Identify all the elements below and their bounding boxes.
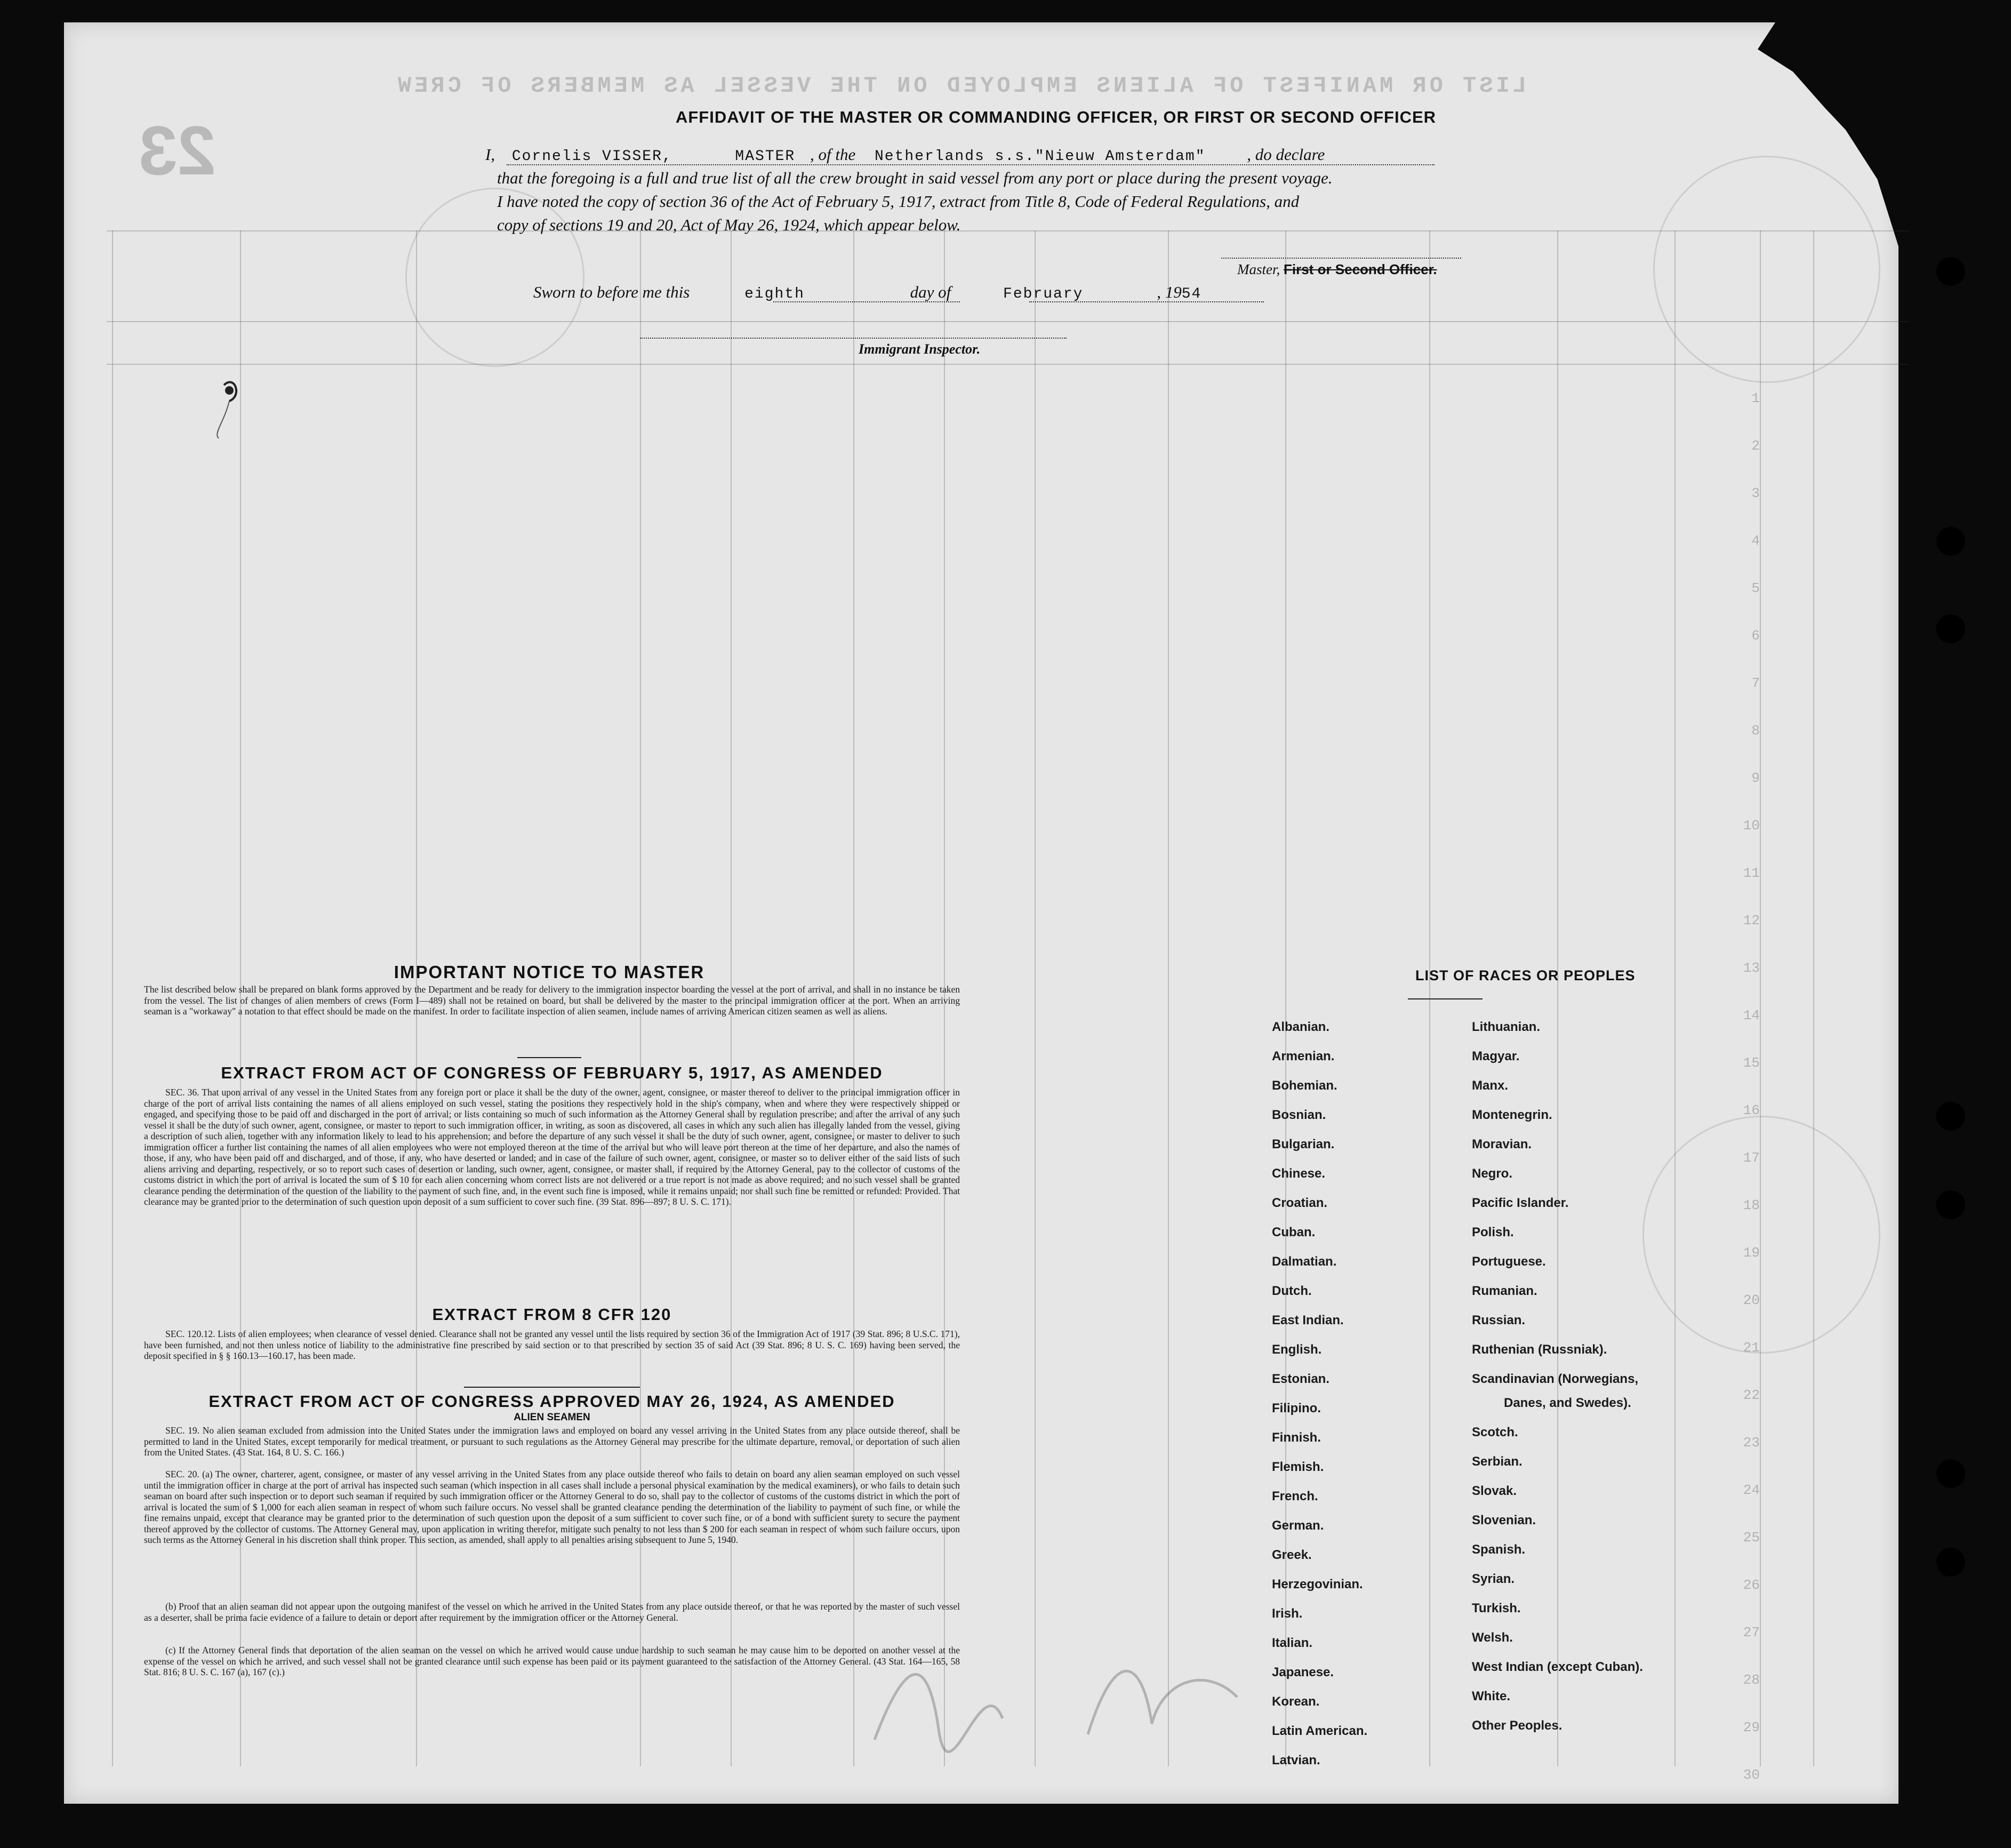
ghost-row-number: 11 — [1743, 865, 1760, 881]
binder-hole — [1936, 614, 1965, 643]
ghost-row-number: 9 — [1751, 770, 1760, 786]
ghost-row-number: 29 — [1743, 1719, 1760, 1735]
declare-label: , do declare — [1247, 145, 1325, 164]
race-item: Scandinavian (Norwegians, — [1472, 1372, 1639, 1386]
race-item: Italian. — [1272, 1636, 1313, 1650]
ghost-header: LIST OR MANIFEST OF ALIENS EMPLOYED ON THE VESSEL AS MEMBERS OF CREW — [395, 73, 1526, 99]
ghost-row-number: 21 — [1743, 1340, 1760, 1356]
extract3-title: EXTRACT FROM ACT OF CONGRESS APPROVED MAY 26, 1924, AS AMENDED — [209, 1392, 895, 1411]
declarant-name: Cornelis VISSER, — [511, 148, 672, 165]
ghost-row-number: 18 — [1743, 1197, 1760, 1213]
ghost-row-number: 13 — [1743, 960, 1760, 976]
race-item: White. — [1472, 1689, 1510, 1703]
sworn-prefix: Sworn to before me this — [533, 283, 690, 301]
manifest-page — [64, 22, 1898, 1804]
declarant-prefix: I, — [485, 145, 495, 164]
race-item: Herzegovinian. — [1272, 1577, 1363, 1591]
faint-signature — [864, 1633, 1344, 1772]
binder-hole — [1936, 1459, 1965, 1488]
binder-hole — [1936, 257, 1965, 286]
races-title: LIST OF RACES OR PEOPLES — [1415, 967, 1636, 983]
affidavit-line-2: that the foregoing is a full and true list of all the crew brought in said vessel from any port or place during the present voyage. — [497, 169, 1333, 187]
extract3-body-sec20c: (c) If the Attorney General finds that deportation of the alien seaman on the vessel on which he arrived would cause undue hardship to such seaman he may cause him to be deported on another vessel at the expense of the vessel on which he arrived, and such vessel shall not be granted clearance until such expense has been paid or its payment guaranteed to the satisfaction of the Attorney General. (43 Stat. 164—165, 58 Stat. 816; 8 U. S. C. 167 (a), 167 (c).) — [144, 1645, 960, 1677]
race-item: Bosnian. — [1272, 1108, 1326, 1122]
race-item: Pacific Islander. — [1472, 1196, 1569, 1210]
extract1-title: EXTRACT FROM ACT OF CONGRESS OF FEBRUARY 5, 1917, AS AMENDED — [221, 1063, 883, 1082]
ghost-row-number: 27 — [1743, 1625, 1760, 1641]
race-item: Korean. — [1272, 1694, 1320, 1709]
race-item: Dalmatian. — [1272, 1254, 1337, 1269]
race-item: Filipino. — [1272, 1401, 1321, 1415]
page-number-bleed: 23 — [139, 111, 216, 189]
race-item: Cuban. — [1272, 1225, 1316, 1239]
race-item: Estonian. — [1272, 1372, 1330, 1386]
year-prefix: , 19 — [1157, 283, 1182, 301]
ghost-row-number: 1 — [1751, 390, 1760, 406]
race-item: Manx. — [1472, 1078, 1509, 1093]
race-item: Croatian. — [1272, 1196, 1328, 1210]
ghost-row-number: 10 — [1743, 818, 1760, 834]
race-item: Russian. — [1472, 1313, 1526, 1327]
race-item: Ruthenian (Russniak). — [1472, 1342, 1607, 1357]
immigrant-inspector-label: Immigrant Inspector. — [859, 341, 981, 357]
race-item: Finnish. — [1272, 1430, 1321, 1445]
race-item: Welsh. — [1472, 1630, 1513, 1645]
year-suffix: 54 — [1181, 286, 1202, 302]
binder-hole — [1936, 527, 1965, 556]
ghost-row-number: 26 — [1743, 1577, 1760, 1593]
ghost-row-number: 15 — [1743, 1055, 1760, 1071]
ghost-row-number: 23 — [1743, 1435, 1760, 1451]
faint-stamp — [1643, 1116, 1880, 1354]
ghost-row-number: 2 — [1751, 438, 1760, 454]
ghost-row-number: 25 — [1743, 1530, 1760, 1546]
affidavit-title: AFFIDAVIT OF THE MASTER OR COMMANDING OFFICER, OR FIRST OR SECOND OFFICER — [675, 108, 1437, 126]
ghost-row-number: 5 — [1751, 580, 1760, 596]
extract1-body: SEC. 36. That upon arrival of any vessel in the United States from any foreign port or place it shall be the duty of the owner, agent, consignee, or master thereof to deliver to the principal immigration officer in charge of the port of arrival lists containing the names of all aliens employed on such vessel, stating the positions they respectively hold in the ship's company, when and where they were respectively shipped or engaged, and specifying those to be paid off and discharged in the port of arrival; or lists containing so much of such information as the Attorney General shall by regulation prescribe; and after the arrival of any such vessel it shall be the duty of such owner, agent, consignee, or master to report to such immigration officer, in writing, as soon as discovered, all cases in which any such alien has illegally landed from the vessel, giving a description of such alien, together with any information likely to lead to his apprehension; and before the departure of any such vessel it shall be the duty of such owner, agent, consignee, or master to deliver to such immigration officer a further list containing the names of all alien employees who were not employed thereon at the time of the arrival but who will leave port thereon at the time of her departure, and also the names of those, if any, who have been paid off and discharged, and of those, if any, who have deserted or landed; and in case of the failure of such owner, agent, consignee, or master so to deliver either of the said lists of such aliens arriving and departing, respectively, or so to report such cases of desertion or landing, such owner, agent, consignee, or master shall, if required by the Attorney General, pay to the collector of customs of the customs district in which the port of arrival is located the sum of $ 10 for each alien concerning whom correct lists are not delivered or a true report is not made as above required; and no such vessel shall be granted clearance pending the determination of the question of the liability to the payment of such fine, and, in the event such fine is imposed, while it remains unpaid; nor shall such fine be remitted or refunded: Provided. That clearance may be granted prior to the determination of such question upon deposit of a sum sufficient to cover such fine. (39 Stat. 896—897; 8 U. S. C. 171). — [144, 1087, 960, 1207]
master-signature-label — [1237, 261, 1437, 278]
race-item: Turkish. — [1472, 1601, 1521, 1615]
sworn-day: eighth — [744, 286, 805, 302]
race-item: Polish. — [1472, 1225, 1514, 1239]
ink-mark — [192, 364, 256, 438]
ghost-row-number: 14 — [1743, 1007, 1760, 1023]
race-item: Bulgarian. — [1272, 1137, 1335, 1151]
race-item: Scotch. — [1472, 1425, 1518, 1439]
race-item: Greek. — [1272, 1548, 1312, 1562]
race-item: Portuguese. — [1472, 1254, 1546, 1269]
race-item: German. — [1272, 1518, 1324, 1533]
race-item: East Indian. — [1272, 1313, 1344, 1327]
race-item: French. — [1272, 1489, 1318, 1503]
sworn-month: February — [1003, 286, 1084, 302]
race-item: West Indian (except Cuban). — [1472, 1660, 1643, 1674]
ghost-row-number: 24 — [1743, 1482, 1760, 1498]
race-item: Lithuanian. — [1472, 1020, 1540, 1034]
race-item: Irish. — [1272, 1606, 1303, 1621]
binder-hole — [1936, 1548, 1965, 1577]
race-item: Spanish. — [1472, 1542, 1526, 1557]
extract3-subtitle: ALIEN SEAMEN — [514, 1412, 590, 1423]
race-item: Armenian. — [1272, 1049, 1335, 1063]
race-item: Dutch. — [1272, 1284, 1312, 1298]
ghost-row-number: 4 — [1751, 533, 1760, 549]
ghost-row-number: 3 — [1751, 485, 1760, 501]
ghost-row-number: 7 — [1751, 675, 1760, 691]
extract2-title: EXTRACT FROM 8 CFR 120 — [432, 1305, 672, 1324]
race-item: Albanian. — [1272, 1020, 1330, 1034]
of-the-label: , of the — [810, 145, 856, 164]
day-of-label: day of — [910, 283, 951, 301]
ghost-row-number: 20 — [1743, 1292, 1760, 1308]
vessel-name: Netherlands s.s."Nieuw Amsterdam" — [875, 148, 1206, 165]
ghost-row-number: 30 — [1743, 1767, 1760, 1783]
declarant-rank: MASTER — [735, 148, 796, 165]
affidavit-line-3: I have noted the copy of section 36 of the Act of February 5, 1917, extract from Title 8, Code of Federal Regulations, and — [497, 192, 1300, 211]
race-item: Japanese. — [1272, 1665, 1334, 1679]
race-item: Serbian. — [1472, 1454, 1523, 1469]
race-item: Other Peoples. — [1472, 1718, 1563, 1733]
race-item: Rumanian. — [1472, 1284, 1537, 1298]
race-item: Slovak. — [1472, 1484, 1517, 1498]
race-item: Latin American. — [1272, 1724, 1368, 1738]
affidavit-line-4: copy of sections 19 and 20, Act of May 26, 1924, which appear below. — [497, 215, 961, 234]
race-item: Bohemian. — [1272, 1078, 1337, 1093]
ghost-row-number: 22 — [1743, 1387, 1760, 1403]
extract3-body-sec20b: (b) Proof that an alien seaman did not appear upon the outgoing manifest of the vessel on which he arrived in the United States from any place outside thereof, or that he was reported by the master of such vessel as a deserter, shall be prima facie evidence of a failure to detain or deport after requirement by the immigration officer or the Attorney General. — [144, 1601, 960, 1623]
extract3-body-sec20a: SEC. 20. (a) The owner, charterer, agent, consignee, or master of any vessel arriving in the United States from any place outside thereof who fails to detain on board any alien seaman employed on such vessel until the immigration officer in charge at the port of arrival has inspected such seaman (which inspection in all cases shall include a personal physical examination by the medical examiners), or who fails to detain such seaman on board after such inspection or to deport such seaman if required by such immigration officer or the Attorney General to do so, shall pay to the collector of customs of the customs district in which the port of arrival is located the sum of $ 1,000 for each alien seaman in respect of whom such failure occurs. No vessel shall be granted clearance pending the determination of the liability to payment of such fine, or while the fine remains unpaid, except that clearance may be granted prior to the determination of such question upon the deposit of a sum sufficient to cover such fine, or of a bond with sufficient surety to secure the payment thereof approved by the collector of customs. The Attorney General may, upon application in writing therefor, mitigate such penalty to not less than $ 200 for each seaman in respect of whom such failure occurs, upon such terms as the Attorney General in his discretion shall think proper. This section, as amended, shall apply to all penalties arising subsequent to June 5, 1940. — [144, 1469, 960, 1545]
ghost-row-number: 6 — [1751, 628, 1760, 644]
binder-hole — [1936, 1190, 1965, 1219]
race-item: Chinese. — [1272, 1166, 1326, 1181]
race-item: Magyar. — [1472, 1049, 1520, 1063]
race-item: Danes, and Swedes). — [1504, 1396, 1631, 1410]
race-item: Flemish. — [1272, 1460, 1324, 1474]
race-item: English. — [1272, 1342, 1322, 1357]
notice-body: The list described below shall be prepared on blank forms approved by the Department and be ready for delivery to the immigration inspector boarding the vessel at the port of arrival, and shall in no instance be taken from the vessel. The list of changes of alien members of crews (Form I—489) shall not be retained on board, but shall be delivered by the master to the principal immigration officer at the port. When an arriving seaman is a "workaway" a notation to that effect should be made on the manifest. In order to facilitate inspection of alien seamen, include names of arriving American citizen seamen as well as aliens. — [144, 984, 960, 1017]
notice-title: IMPORTANT NOTICE TO MASTER — [394, 962, 705, 982]
ghost-row-number: 19 — [1743, 1245, 1760, 1261]
ghost-row-number: 8 — [1751, 723, 1760, 739]
race-item: Montenegrin. — [1472, 1108, 1552, 1122]
race-item: Slovenian. — [1472, 1513, 1536, 1527]
faint-stamp — [1653, 156, 1880, 383]
race-item: Syrian. — [1472, 1572, 1515, 1586]
race-item: Latvian. — [1272, 1753, 1320, 1767]
race-item: Negro. — [1472, 1166, 1513, 1181]
ghost-row-number: 16 — [1743, 1102, 1760, 1118]
faint-stamp — [405, 188, 584, 367]
ghost-row-number: 17 — [1743, 1150, 1760, 1166]
extract3-body-sec19: SEC. 19. No alien seaman excluded from admission into the United States under the immigration laws and employed on board any vessel arriving in the United States from any place outside thereof, shall be permitted to land in the United States, except temporarily for medical treatment, or pursuant to such regulations as the Attorney General may prescribe for the ultimate departure, removal, or deportation of such alien from the United States. (43 Stat. 164, 8 U. S. C. 166.) — [144, 1425, 960, 1458]
ghost-row-number: 28 — [1743, 1672, 1760, 1688]
race-item: Moravian. — [1472, 1137, 1532, 1151]
extract2-body: SEC. 120.12. Lists of alien employees; when clearance of vessel denied. Clearance shall not be granted any vessel until the lists required by section 36 of the Immigration Act of 1917 (39 Stat. 896; 8 U.S.C. 171), have been furnished, and not then unless notice of liability to the administrative fine prescribed by said section or to that prescribed by section 35 of said Act (39 Stat. 896; 8 U. S. C. 169) having been served, the deposit specified in § § 160.13—160.17, has been made. — [144, 1329, 960, 1361]
master-label: Master, — [1237, 261, 1280, 277]
binder-hole — [1936, 1102, 1965, 1131]
ghost-row-number: 12 — [1743, 913, 1760, 929]
affidavit-line-1 — [485, 145, 1325, 165]
struck-officer-label: First or Second Officer. — [1284, 261, 1437, 277]
sworn-line — [533, 283, 1201, 302]
